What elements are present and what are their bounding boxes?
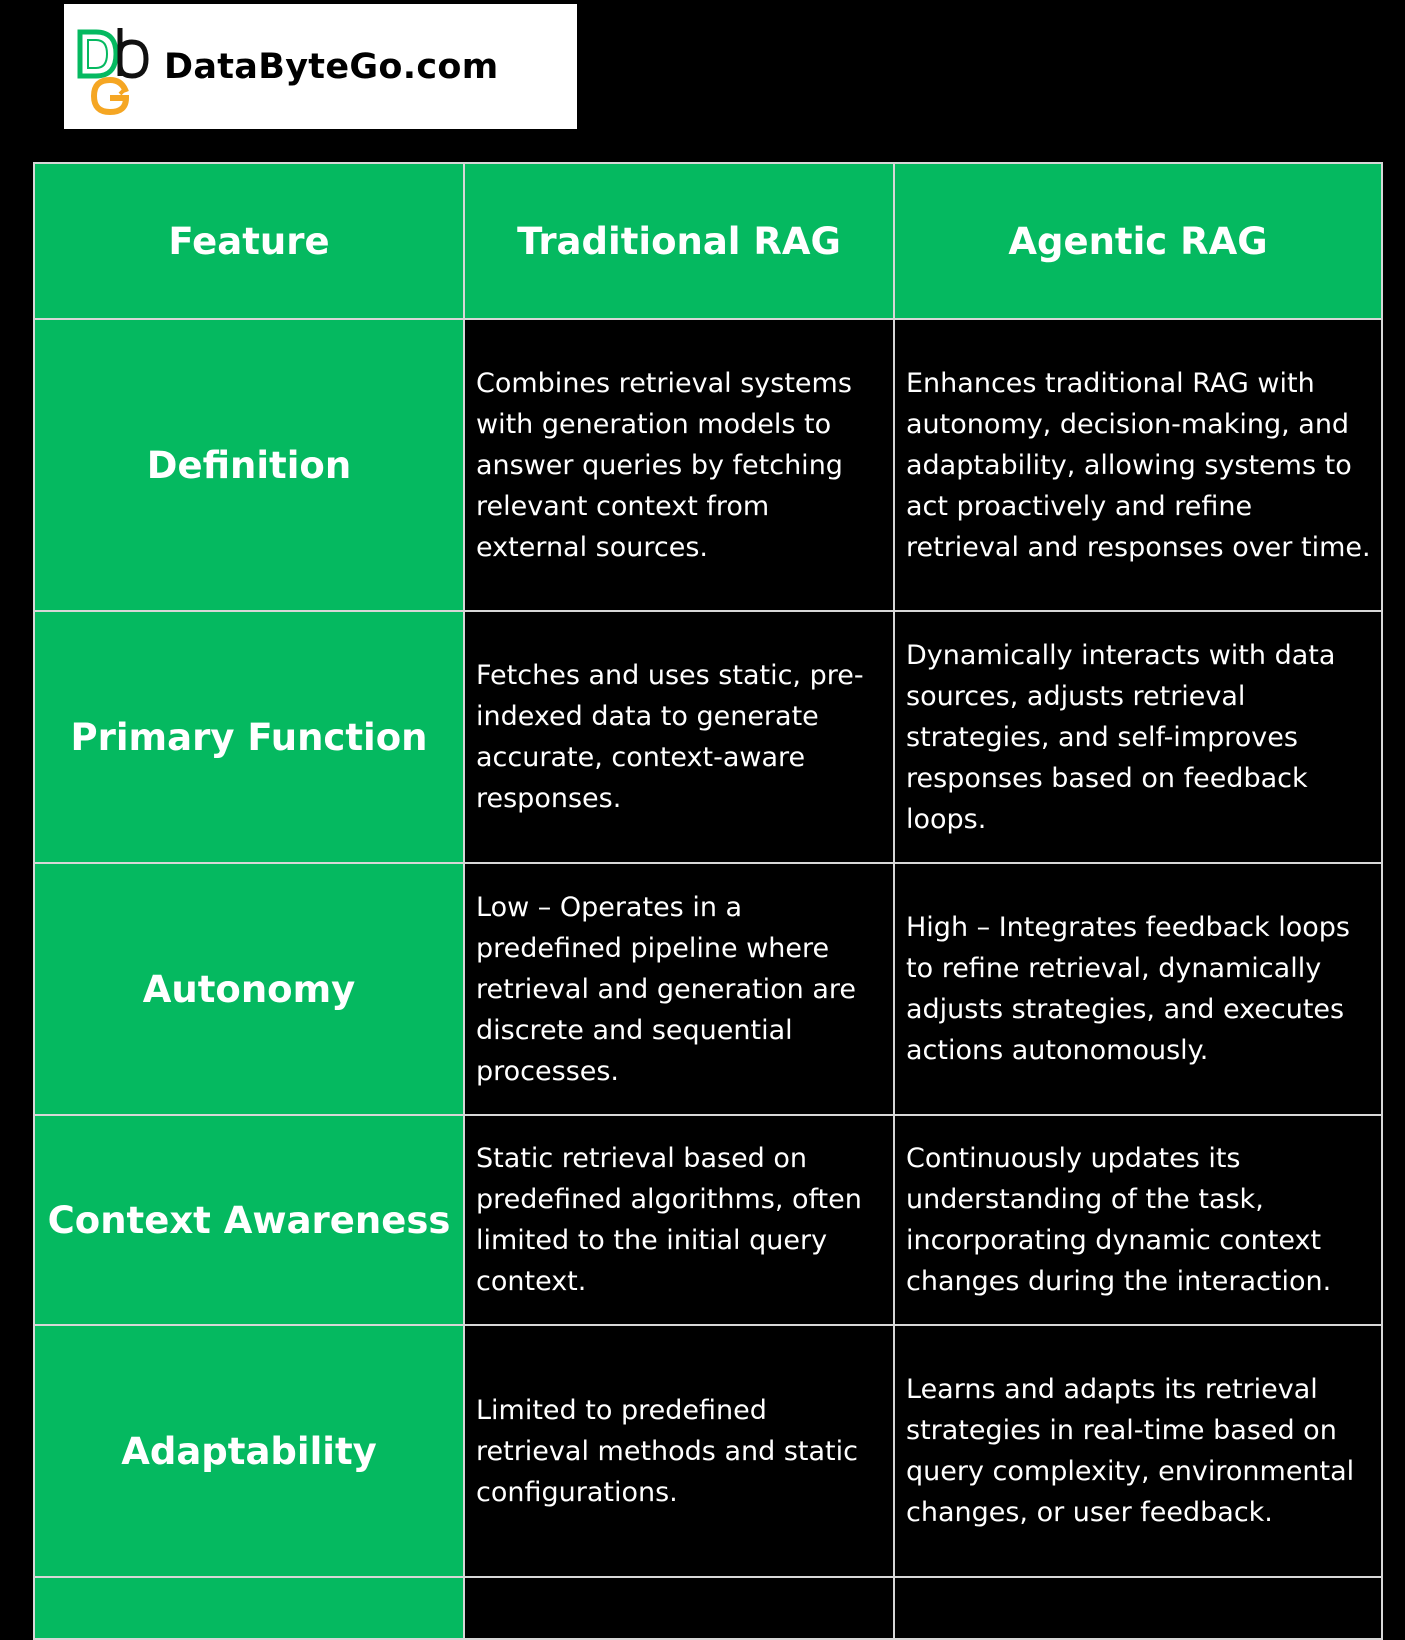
- traditional-rag-cell: Low – Operates in a predefined pipeline where retrieval and generation are discrete and sequential processes.: [464, 863, 894, 1115]
- feature-cell: Primary Function: [34, 611, 464, 863]
- table-row: [34, 863, 1382, 1115]
- feature-cell-empty: [34, 1577, 464, 1639]
- agentic-rag-cell-empty: [894, 1577, 1382, 1639]
- brand-header: [64, 4, 577, 129]
- traditional-rag-cell-empty: [464, 1577, 894, 1639]
- agentic-rag-cell: Continuously updates its understanding of the task, incorporating dynamic context changes during the interaction.: [894, 1115, 1382, 1325]
- traditional-rag-cell: Limited to predefined retrieval methods and static configurations.: [464, 1325, 894, 1577]
- table-header-row: [34, 163, 1382, 319]
- traditional-rag-cell: Combines retrieval systems with generation models to answer queries by fetching relevant context from external sources.: [464, 319, 894, 611]
- databytego-logo-icon: [76, 24, 156, 120]
- feature-cell: Adaptability: [34, 1325, 464, 1577]
- comparison-table: [33, 162, 1383, 1640]
- traditional-rag-cell: Static retrieval based on predefined algorithms, often limited to the initial query context.: [464, 1115, 894, 1325]
- traditional-rag-cell: Fetches and uses static, pre-indexed data to generate accurate, context-aware responses.: [464, 611, 894, 863]
- agentic-rag-cell: Enhances traditional RAG with autonomy, decision-making, and adaptability, allowing systems to act proactively and refine retrieval and responses over time.: [894, 319, 1382, 611]
- table-row-cut-off: [34, 1577, 1382, 1639]
- feature-cell: Autonomy: [34, 863, 464, 1115]
- agentic-rag-cell: Dynamically interacts with data sources, adjusts retrieval strategies, and self-improves responses based on feedback loops.: [894, 611, 1382, 863]
- table-row: [34, 1325, 1382, 1577]
- column-header-agentic-rag: Agentic RAG: [894, 163, 1382, 319]
- brand-name: DataByteGo.com: [164, 47, 499, 87]
- table-row: [34, 611, 1382, 863]
- agentic-rag-cell: Learns and adapts its retrieval strategies in real-time based on query complexity, environmental changes, or user feedback.: [894, 1325, 1382, 1577]
- column-header-feature: Feature: [34, 163, 464, 319]
- feature-cell: Context Awareness: [34, 1115, 464, 1325]
- table-row: [34, 1115, 1382, 1325]
- column-header-traditional-rag: Traditional RAG: [464, 163, 894, 319]
- agentic-rag-cell: High – Integrates feedback loops to refine retrieval, dynamically adjusts strategies, and executes actions autonomously.: [894, 863, 1382, 1115]
- table-row: [34, 319, 1382, 611]
- feature-cell: Definition: [34, 319, 464, 611]
